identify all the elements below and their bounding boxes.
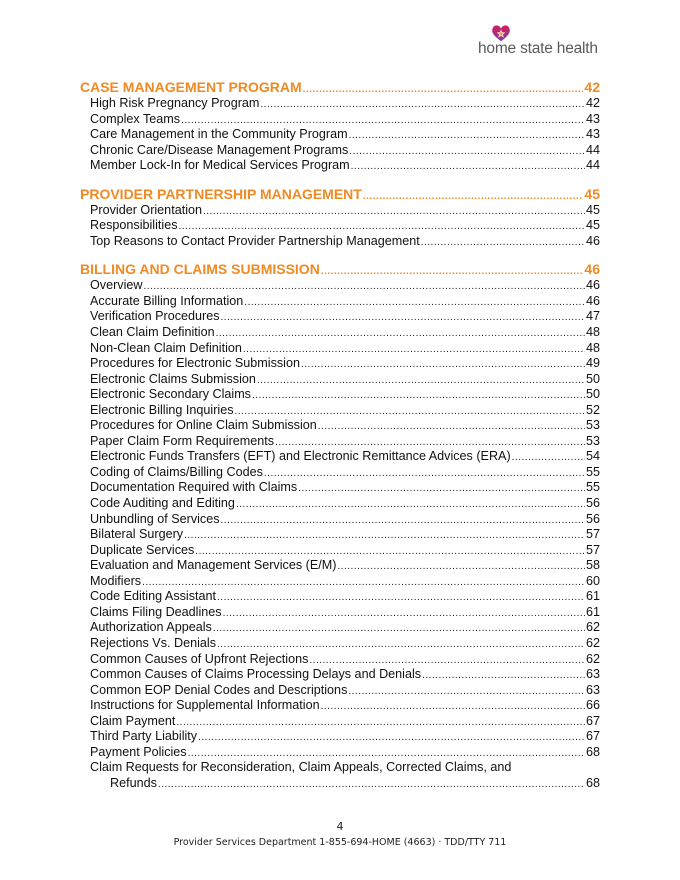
entry-page-number: 46 [585, 293, 600, 308]
entry-label: Verification Procedures [90, 309, 220, 324]
dot-leader [298, 481, 585, 497]
dot-leader [179, 219, 585, 235]
entry-label: Overview [90, 278, 143, 293]
dot-leader [349, 144, 585, 160]
entry-page-number: 44 [585, 142, 600, 157]
entry-label: Provider Orientation [90, 202, 202, 217]
entry-page-number: 48 [585, 340, 600, 355]
entry-label: Complex Teams [90, 111, 181, 126]
entry-page-number: 50 [585, 371, 600, 386]
entry-label: Care Management in the Community Program [90, 127, 348, 142]
entry-page-number: 57 [585, 542, 600, 557]
section-title: PROVIDER PARTNERSHIP MANAGEMENT [80, 185, 362, 202]
entry-label: Clean Claim Definition [90, 325, 215, 340]
toc-entry[interactable] [80, 372, 600, 388]
toc-section-heading[interactable] [80, 261, 600, 278]
toc-entry[interactable] [80, 418, 600, 434]
dot-leader [221, 513, 585, 529]
toc-entry[interactable] [80, 341, 600, 357]
dot-leader [252, 388, 585, 404]
table-of-contents [80, 79, 600, 803]
entry-page-number: 67 [585, 729, 600, 744]
toc-entry[interactable] [80, 356, 600, 372]
dot-leader [309, 653, 585, 669]
dot-leader [213, 621, 585, 637]
toc-entry[interactable] [80, 294, 600, 310]
dot-leader [235, 404, 585, 420]
toc-section [80, 186, 600, 250]
dot-leader [143, 279, 585, 295]
dot-leader [217, 637, 585, 653]
toc-entry-wrapped[interactable] [80, 760, 600, 791]
entry-label: Responsibilities [90, 218, 178, 233]
section-page-number: 42 [584, 79, 600, 95]
brand-name: home state health [478, 40, 598, 57]
entry-label: Paper Claim Form Requirements [90, 433, 275, 448]
toc-section-heading[interactable] [80, 186, 600, 203]
dot-leader [158, 777, 585, 793]
entry-label: Common Causes of Claims Processing Delays and Denials [90, 667, 422, 682]
dot-leader [243, 342, 585, 358]
toc-entry[interactable] [80, 667, 600, 683]
entry-page-number: 68 [585, 744, 600, 759]
entry-label: Code Editing Assistant [90, 589, 217, 604]
toc-entry[interactable] [80, 745, 600, 761]
entry-label: Modifiers [90, 573, 142, 588]
entry-page-number: 56 [585, 511, 600, 526]
entry-label: Procedures for Electronic Submission [90, 356, 300, 371]
entry-label: Claims Filing Deadlines [90, 604, 222, 619]
entry-page-number: 53 [585, 418, 600, 433]
toc-entry[interactable] [80, 387, 600, 403]
entry-label: Duplicate Services [90, 542, 195, 557]
toc-section [80, 261, 600, 791]
section-title: BILLING AND CLAIMS SUBMISSION [80, 261, 320, 278]
entry-label: Electronic Billing Inquiries [90, 402, 234, 417]
entry-page-number: 49 [585, 356, 600, 371]
dot-leader [244, 295, 585, 311]
entry-page-number: 63 [585, 682, 600, 697]
entry-label: Authorization Appeals [90, 620, 212, 635]
toc-entry[interactable] [80, 527, 600, 543]
entry-page-number: 66 [585, 698, 600, 713]
toc-entry[interactable] [80, 403, 600, 419]
toc-entry[interactable] [80, 309, 600, 325]
dot-leader [188, 746, 585, 762]
toc-entry[interactable] [80, 512, 600, 528]
entry-label: Accurate Billing Information [90, 293, 244, 308]
entry-page-number: 43 [585, 111, 600, 126]
dot-leader [351, 159, 585, 175]
toc-entry[interactable] [80, 434, 600, 450]
toc-entry[interactable] [80, 558, 600, 574]
entry-label: Instructions for Supplemental Information [90, 698, 320, 713]
entry-label: Rejections Vs. Denials [90, 635, 216, 650]
toc-entry[interactable] [80, 278, 600, 294]
entry-page-number: 46 [585, 233, 600, 248]
toc-entry[interactable] [80, 620, 600, 636]
entry-page-number: 45 [585, 202, 600, 217]
dot-leader [422, 668, 585, 684]
dot-leader [318, 419, 585, 435]
entry-label-line1: Claim Requests for Reconsideration, Claim Appeals, Corrected Claims, and [90, 760, 512, 775]
entry-label: Electronic Claims Submission [90, 371, 256, 386]
entry-page-number: 68 [585, 775, 600, 790]
section-page-number: 46 [584, 261, 600, 278]
dot-leader [142, 575, 585, 591]
toc-section-heading[interactable] [80, 79, 600, 96]
entry-label: Documentation Required with Claims [90, 480, 298, 495]
entry-label: Payment Policies [90, 744, 187, 759]
home-state-health-logo [478, 22, 606, 62]
entry-page-number: 62 [585, 651, 600, 666]
toc-entry[interactable] [80, 143, 600, 159]
entry-page-number: 62 [585, 635, 600, 650]
toc-entry[interactable] [80, 698, 600, 714]
toc-entry[interactable] [80, 480, 600, 496]
toc-entry[interactable] [80, 714, 600, 730]
toc-entry[interactable] [80, 496, 600, 512]
toc-section [80, 79, 600, 174]
dot-leader [181, 113, 585, 129]
dot-leader [223, 606, 585, 622]
entry-label: Evaluation and Management Services (E/M) [90, 558, 337, 573]
entry-page-number: 58 [585, 558, 600, 573]
dot-leader [217, 590, 585, 606]
toc-entry[interactable] [80, 729, 600, 745]
entry-page-number: 63 [585, 667, 600, 682]
section-page-number: 45 [584, 185, 600, 202]
toc-entry[interactable] [80, 203, 600, 219]
toc-entry[interactable] [80, 636, 600, 652]
entry-label: Electronic Secondary Claims [90, 387, 251, 402]
dot-leader [321, 263, 584, 280]
toc-entry[interactable] [80, 112, 600, 128]
entry-label: Common Causes of Upfront Rejections [90, 651, 309, 666]
dot-leader [264, 466, 585, 482]
section-title: CASE MANAGEMENT PROGRAM [80, 79, 302, 95]
entry-page-number: 42 [585, 96, 600, 110]
entry-label: High Risk Pregnancy Program [90, 96, 260, 110]
entry-page-number: 61 [585, 604, 600, 619]
toc-entry[interactable] [80, 158, 600, 174]
entry-label: Chronic Care/Disease Management Programs [90, 142, 349, 157]
toc-entry[interactable] [80, 652, 600, 668]
entry-label: Code Auditing and Editing [90, 496, 235, 511]
entry-page-number: 47 [585, 309, 600, 324]
toc-entry[interactable] [80, 96, 600, 112]
toc-entry[interactable] [80, 543, 600, 559]
entry-page-number: 54 [585, 449, 600, 464]
dot-leader [349, 128, 585, 144]
dot-leader [421, 235, 585, 251]
dot-leader [260, 97, 585, 113]
dot-leader [301, 357, 585, 373]
entry-page-number: 55 [585, 480, 600, 495]
entry-label: Electronic Funds Transfers (EFT) and Electronic Remittance Advices (ERA) [90, 449, 511, 464]
toc-entry[interactable] [80, 589, 600, 605]
entry-page-number: 67 [585, 713, 600, 728]
entry-page-number: 62 [585, 620, 600, 635]
dot-leader [176, 715, 585, 731]
dot-leader [303, 81, 584, 98]
page-number: 4 [336, 820, 344, 833]
entry-label: Non-Clean Claim Definition [90, 340, 242, 355]
entry-page-number: 48 [585, 325, 600, 340]
entry-page-number: 45 [585, 218, 600, 233]
dot-leader [195, 544, 585, 560]
entry-page-number: 55 [585, 464, 600, 479]
entry-label: Top Reasons to Contact Provider Partnership Management [90, 233, 420, 248]
toc-entry[interactable] [80, 218, 600, 234]
dot-leader [203, 204, 585, 220]
entry-label: Coding of Claims/Billing Codes [90, 464, 263, 479]
footer-contact: Provider Services Department 1-855-694-HOME (4663) · TDD/TTY 711 [173, 837, 507, 848]
entry-page-number: 52 [585, 402, 600, 417]
dot-leader [184, 528, 585, 544]
dot-leader [321, 699, 585, 715]
dot-leader [236, 497, 585, 513]
toc-entry[interactable] [80, 234, 600, 250]
dot-leader [337, 559, 585, 575]
entry-label: Common EOP Denial Codes and Descriptions [90, 682, 348, 697]
entry-page-number: 60 [585, 573, 600, 588]
toc-entry[interactable] [80, 325, 600, 341]
dot-leader [512, 450, 585, 466]
toc-entry[interactable] [80, 683, 600, 699]
toc-entry[interactable] [80, 574, 600, 590]
dot-leader [257, 373, 585, 389]
entry-page-number: 43 [585, 127, 600, 142]
entry-label: Claim Payment [90, 713, 176, 728]
entry-page-number: 53 [585, 433, 600, 448]
dot-leader [363, 188, 584, 205]
entry-label-line2: Refunds [110, 775, 157, 790]
toc-entry[interactable] [80, 127, 600, 143]
entry-label: Unbundling of Services [90, 511, 220, 526]
entry-label: Third Party Liability [90, 729, 198, 744]
dot-leader [198, 730, 585, 746]
dot-leader [216, 326, 585, 342]
toc-entry[interactable] [80, 449, 600, 465]
entry-page-number: 56 [585, 496, 600, 511]
entry-label: Bilateral Surgery [90, 527, 184, 542]
entry-label: Procedures for Online Claim Submission [90, 418, 317, 433]
entry-page-number: 50 [585, 387, 600, 402]
dot-leader [275, 435, 585, 451]
toc-entry[interactable] [80, 605, 600, 621]
entry-page-number: 61 [585, 589, 600, 604]
entry-page-number: 46 [585, 278, 600, 293]
entry-label: Member Lock-In for Medical Services Program [90, 158, 350, 173]
entry-page-number: 44 [585, 158, 600, 173]
toc-entry[interactable] [80, 465, 600, 481]
entry-page-number: 57 [585, 527, 600, 542]
dot-leader [221, 310, 585, 326]
dot-leader [348, 684, 585, 700]
